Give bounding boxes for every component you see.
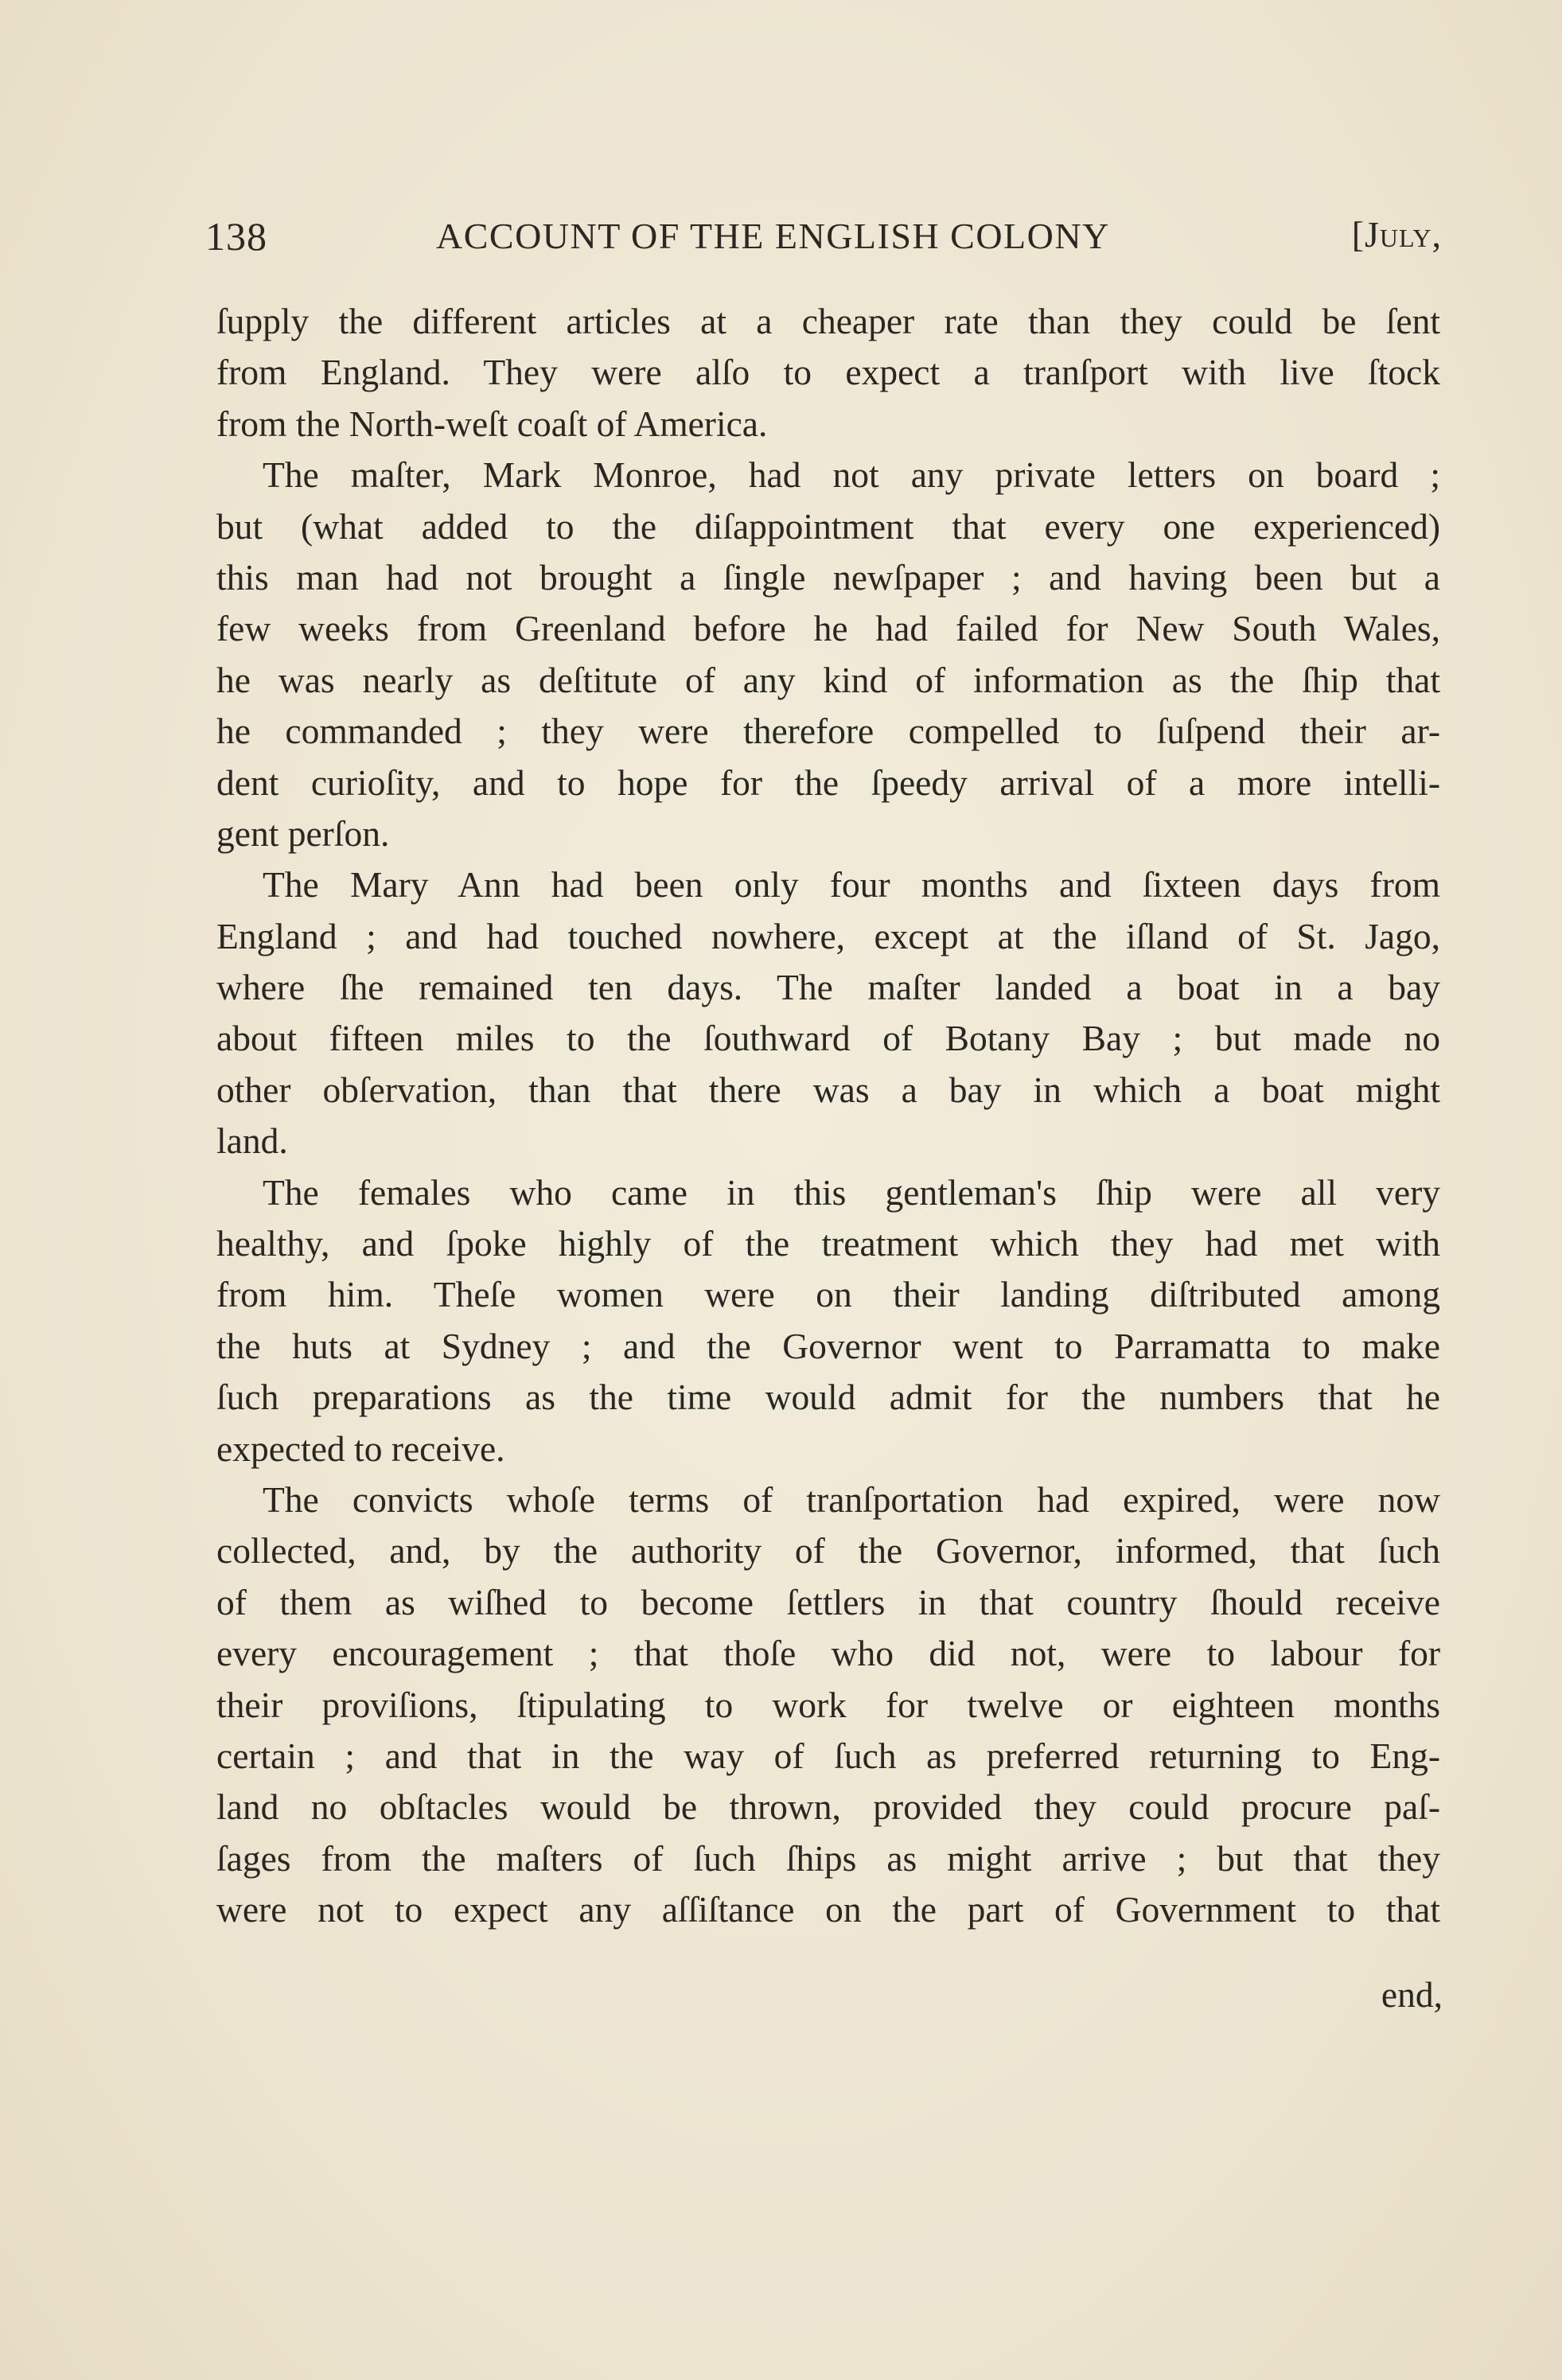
- text-line: this man had not brought a ſingle newſpaper ; and having been but a: [216, 556, 1440, 598]
- running-title: ACCOUNT OF THE ENGLISH COLONY: [436, 216, 1110, 256]
- text-line: from the North-weſt coaſt of America.: [216, 403, 768, 444]
- catchword: end,: [1381, 1974, 1443, 2015]
- text-line: few weeks from Greenland before he had failed for New South Wales,: [216, 608, 1440, 649]
- text-line: The Mary Ann had been only four months and ſixteen days from: [263, 864, 1440, 906]
- text-line: The females who came in this gentleman's ſhip were all very: [263, 1171, 1440, 1213]
- text-line: every encouragement ; that thoſe who did not, were to labour for: [216, 1633, 1440, 1674]
- text-line: ſuch preparations as the time would admit for the numbers that he: [216, 1377, 1440, 1418]
- text-line: gent perſon.: [216, 812, 390, 854]
- page-number: 138: [205, 214, 267, 259]
- running-date: [July,: [1351, 214, 1442, 255]
- running-head: [205, 208, 1442, 264]
- text-line: he was nearly as deſtitute of any kind of information as the ſhip that: [216, 659, 1440, 700]
- text-line: from England. They were alſo to expect a tranſport with live ſtock: [216, 352, 1440, 393]
- text-line: healthy, and ſpoke highly of the treatment which they had met with: [216, 1223, 1440, 1264]
- text-line: of them as wiſhed to become ſettlers in that country ſhould receive: [216, 1581, 1440, 1622]
- text-line: expected to receive.: [216, 1428, 505, 1469]
- text-line: The maſter, Mark Monroe, had not any private letters on board ;: [263, 454, 1440, 496]
- text-line: collected, and, by the authority of the Governor, informed, that ſuch: [216, 1530, 1440, 1572]
- text-line: ſupply the different articles at a cheaper rate than they could be ſent: [216, 301, 1440, 341]
- text-line: their proviſions, ſtipulating to work for twelve or eighteen months: [216, 1684, 1440, 1725]
- body-text: [216, 296, 1440, 1936]
- text-line: about fifteen miles to the ſouthward of Botany Bay ; but made no: [216, 1018, 1440, 1059]
- text-line: the huts at Sydney ; and the Governor went to Parramatta to make: [216, 1325, 1440, 1366]
- text-line: were not to expect any aſſiſtance on the part of Government to that: [216, 1889, 1440, 1930]
- text-line: other obſervation, than that there was a bay in which a boat might: [216, 1069, 1440, 1110]
- text-line: land no obſtacles would be thrown, provided they could procure paſ-: [216, 1786, 1440, 1828]
- text-line: England ; and had touched nowhere, except at the iſland of St. Jago,: [216, 915, 1440, 956]
- text-line: ſages from the maſters of ſuch ſhips as might arrive ; but that they: [216, 1837, 1440, 1879]
- text-line: he commanded ; they were therefore compelled to ſuſpend their ar-: [216, 711, 1440, 752]
- text-line: but (what added to the diſappointment that every one experienced): [216, 505, 1440, 547]
- text-line: certain ; and that in the way of ſuch as preferred returning to Eng-: [216, 1735, 1440, 1776]
- text-line: where ſhe remained ten days. The maſter landed a boat in a bay: [216, 967, 1440, 1008]
- text-line: dent curioſity, and to hope for the ſpeedy arrival of a more intelli-: [216, 762, 1440, 803]
- text-line: from him. Theſe women were on their landing diſtributed among: [216, 1274, 1440, 1315]
- text-line: The convicts whoſe terms of tranſportation had expired, were now: [263, 1478, 1440, 1520]
- text-line: land.: [216, 1120, 288, 1162]
